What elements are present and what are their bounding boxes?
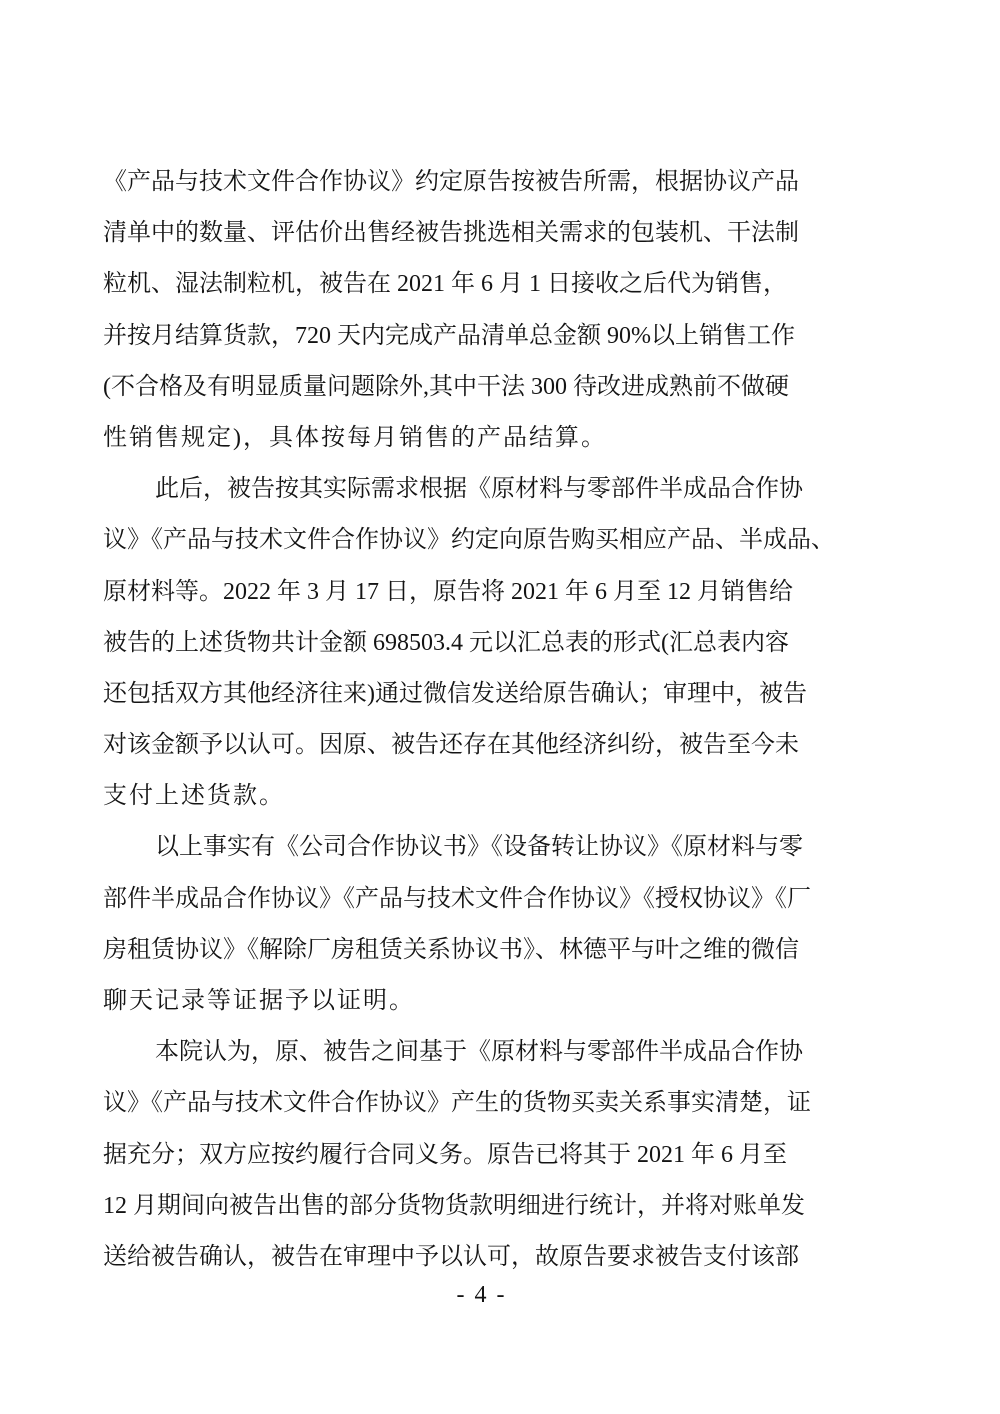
- text-line: 并按月结算货款，720 天内完成产品清单总金额 90%以上销售工作: [103, 322, 795, 349]
- text-line: 房租赁协议》《解除厂房租赁关系协议书》、林德平与叶之维的微信: [103, 936, 799, 963]
- text-line: (不合格及有明显质量问题除外,其中干法 300 待改进成熟前不做硬: [103, 373, 789, 400]
- text-line-paragraph-start: 本院认为，原、被告之间基于《原材料与零部件半成品合作协: [155, 1039, 803, 1066]
- text-line: 《产品与技术文件合作协议》约定原告按被告所需，根据协议产品: [103, 169, 799, 195]
- text-line: 还包括双方其他经济往来)通过微信发送给原告确认；审理中，被告: [103, 680, 807, 707]
- text-line: 据充分；双方应按约履行合同义务。原告已将其于 2021 年 6 月至: [103, 1141, 787, 1168]
- text-line: 清单中的数量、评估价出售经被告挑选相关需求的包装机、干法制: [103, 220, 799, 247]
- judgment-text-block: [103, 157, 860, 1283]
- text-line-paragraph-start: 以上事实有《公司合作协议书》《设备转让协议》《原材料与零: [155, 834, 803, 861]
- text-line: 议》《产品与技术文件合作协议》约定向原告购买相应产品、半成品、: [103, 527, 835, 554]
- text-line-paragraph-end: 支付上述货款。: [103, 783, 285, 810]
- text-line: 议》《产品与技术文件合作协议》产生的货物买卖关系事实清楚，证: [103, 1090, 811, 1117]
- text-line-paragraph-end: 聊天记录等证据予以证明。: [103, 988, 415, 1014]
- text-line: 原材料等。2022 年 3 月 17 日，原告将 2021 年 6 月至 12 月销售给: [103, 578, 793, 605]
- text-line: 12 月期间向被告出售的部分货物货款明细进行统计，并将对账单发: [103, 1192, 805, 1219]
- text-line: 对该金额予以认可。因原、被告还存在其他经济纠纷，被告至今未: [103, 732, 799, 759]
- text-line: 粒机、湿法制粒机，被告在 2021 年 6 月 1 日接收之后代为销售，: [103, 271, 787, 298]
- text-line-paragraph-start: 此后，被告按其实际需求根据《原材料与零部件半成品合作协: [155, 476, 803, 503]
- page-number: - 4 -: [456, 1282, 507, 1308]
- text-line-paragraph-end: 性销售规定)，具体按每月销售的产品结算。: [103, 424, 607, 451]
- text-line: 部件半成品合作协议》《产品与技术文件合作协议》《授权协议》《厂: [103, 885, 811, 912]
- text-line: 送给被告确认，被告在审理中予以认可，故原告要求被告支付该部: [103, 1243, 799, 1270]
- text-line: 被告的上述货物共计金额 698503.4 元以汇总表的形式(汇总表内容: [103, 629, 789, 656]
